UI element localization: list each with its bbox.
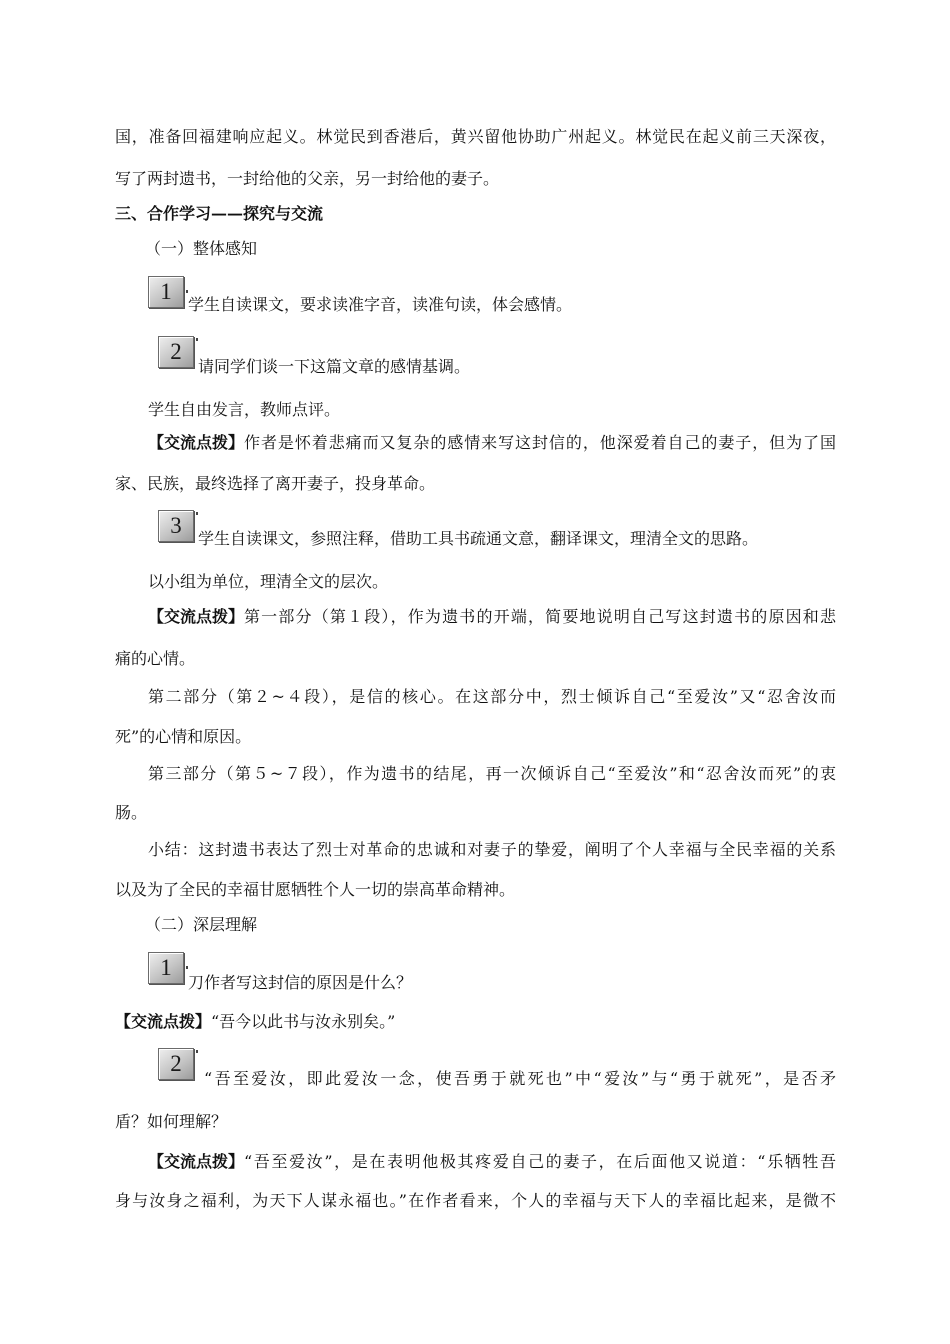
number-marker-2: 2	[158, 336, 194, 368]
number-marker-1: 1	[148, 276, 184, 308]
question-3: 学生自读课文，参照注释，借助工具书疏通文意，翻译课文，理清全文的思路。	[198, 529, 759, 548]
number-marker-5: 2	[158, 1048, 194, 1080]
deep-question-2: “吾至爱汝，即此爱汝一念，使吾勇于就死也”中“爱汝”与“勇于就死”，是否矛	[204, 1069, 836, 1088]
question-1: 学生自读课文，要求读准字音，读准句读，体会感情。	[188, 295, 573, 314]
question-2: 请同学们谈一下这篇文章的感情基调。	[198, 357, 471, 376]
paragraph-line: 写了两封遗书，一封给他的父亲，另一封给他的妻子。	[115, 169, 500, 188]
paragraph-line: 第三部分（第５~７段），作为遗书的结尾，再一次倾诉自己“至爱汝”和“忍舍汝而死”的衷	[148, 764, 836, 783]
subsection-heading: （一）整体感知	[145, 239, 258, 258]
paragraph-line: 肠。	[115, 803, 148, 822]
paragraph-line: 盾？如何理解？	[115, 1112, 228, 1131]
paragraph-line: 国，准备回福建响应起义。林觉民到香港后，黄兴留他协助广州起义。林觉民在起义前三天深夜，	[115, 127, 836, 146]
paragraph-line: 身与汝身之福利，为天下人谋永福也。”在作者看来，个人的幸福与天下人的幸福比起来，是微不	[115, 1191, 836, 1210]
summary-paragraph: 小结：这封遗书表达了烈士对革命的忠诚和对妻子的挚爱，阐明了个人幸福与全民幸福的关系	[148, 840, 836, 859]
marker-tick	[196, 512, 198, 515]
section-heading: 三、合作学习——探究与交流	[115, 204, 324, 223]
marker-tick	[196, 338, 198, 341]
paragraph-line: 痛的心情。	[115, 649, 196, 668]
subsection-heading: （二）深层理解	[145, 915, 258, 934]
tip-paragraph: 【交流点拨】 “吾至爱汝”，是在表明他极其疼爱自己的妻子，在后面他又说道：“乐牺牲吾	[148, 1152, 836, 1171]
tip-paragraph: 【交流点拨】 作者是怀着悲痛而又复杂的感情来写这封信的，他深爱着自己的妻子，但为了国	[148, 433, 836, 452]
paragraph-line: 死”的心情和原因。	[115, 727, 252, 746]
tip-paragraph: 【交流点拨】 第一部分（第１段），作为遗书的开端，简要地说明自己写这封遗书的原因和悲	[148, 607, 836, 626]
number-marker-4: 1	[148, 952, 184, 984]
paragraph-line: 以及为了全民的幸福甘愿牺牲个人一切的崇高革命精神。	[115, 880, 516, 899]
paragraph-line: 家、民族，最终选择了离开妻子，投身革命。	[115, 474, 436, 493]
marker-tick	[196, 1050, 198, 1053]
paragraph-line: 以小组为单位，理清全文的层次。	[148, 572, 389, 591]
tip-paragraph: 【交流点拨】 “吾今以此书与汝永别矣。”	[115, 1012, 396, 1031]
deep-question-1: 刀作者写这封信的原因是什么？	[188, 973, 413, 992]
paragraph-line: 学生自由发言，教师点评。	[148, 400, 341, 419]
number-marker-3: 3	[158, 510, 194, 542]
paragraph-line: 第二部分（第２~４段），是信的核心。在这部分中，烈士倾诉自己“至爱汝”又“忍舍汝而	[148, 687, 836, 706]
